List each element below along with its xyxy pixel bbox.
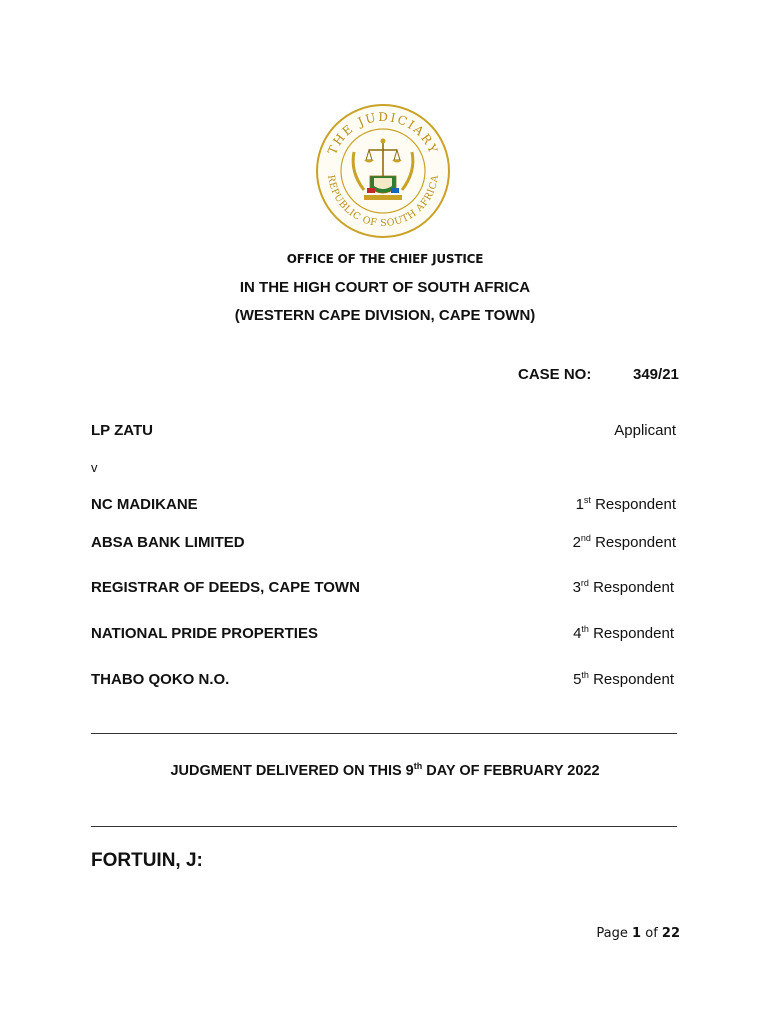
applicant-name: LP ZATU [91,422,153,439]
respondent-5-name: THABO QOKO N.O. [91,671,230,688]
case-number: 349/21 [633,366,679,383]
versus: v [91,460,98,475]
judgment-delivered-line: JUDGMENT DELIVERED ON THIS 9th DAY OF FEBRUARY 2022 [170,761,600,779]
divider-bottom [91,826,677,827]
court-division: (WESTERN CAPE DIVISION, CAPE TOWN) [234,307,536,324]
applicant-role: Applicant [614,422,676,439]
respondent-4-role: 4th Respondent [573,624,674,642]
court-name: IN THE HIGH COURT OF SOUTH AFRICA [239,279,531,296]
page-number: Page 1 of 22 [596,926,680,941]
motto-ribbon [364,195,402,200]
respondent-4-name: NATIONAL PRIDE PROPERTIES [91,625,318,642]
respondent-3-name: REGISTRAR OF DEEDS, CAPE TOWN [91,579,360,596]
office-of-chief-justice: OFFICE OF THE CHIEF JUSTICE [286,252,484,266]
respondent-2-name: ABSA BANK LIMITED [91,534,245,551]
respondent-3-role: 3rd Respondent [572,578,674,596]
judge-name: FORTUIN, J: [91,850,203,871]
respondent-1-name: NC MADIKANE [91,496,198,513]
respondent-1-role: 1st Respondent [575,495,676,513]
shield-icon [367,176,399,193]
case-number-label: CASE NO: [518,366,592,383]
seal-text-top: THE JUDICIARY [325,109,441,157]
respondent-2-role: 2nd Respondent [572,533,676,551]
judiciary-seal [314,102,452,240]
seal-text-bottom: REPUBLIC OF SOUTH AFRICA [325,174,441,230]
respondent-5-role: 5th Respondent [573,670,674,688]
divider-top [91,733,677,734]
